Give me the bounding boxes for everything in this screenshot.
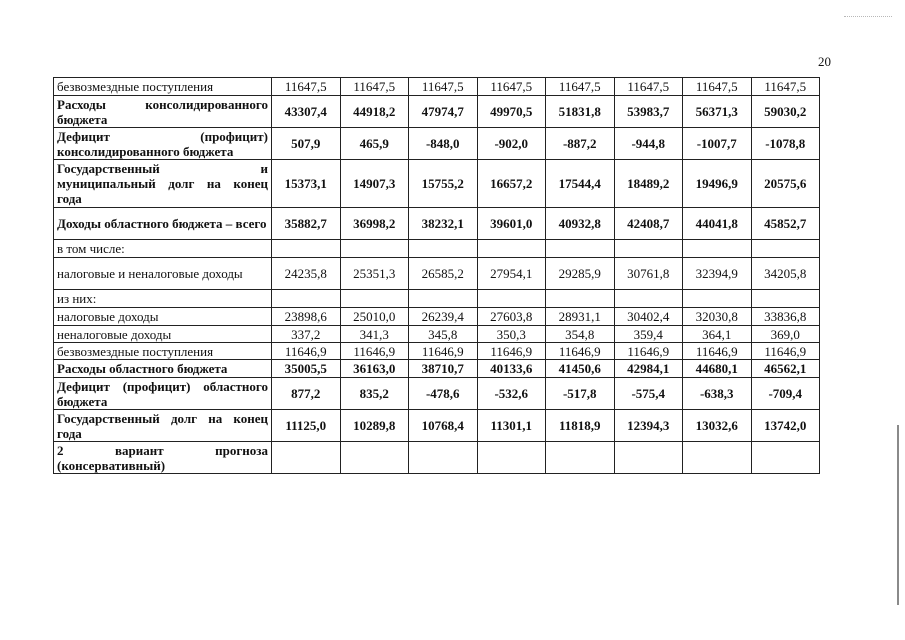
table-cell: 11646,9 [272,343,341,360]
table-cell: 44041,8 [683,208,752,240]
table-cell: 34205,8 [751,258,820,290]
table-cell: 835,2 [340,378,409,410]
table-cell: 369,0 [751,326,820,343]
table-cell [614,442,683,474]
table-cell: 11646,9 [340,343,409,360]
table-cell: 40133,6 [477,360,546,378]
table-row [54,258,820,290]
table-cell: 33836,8 [751,308,820,326]
table-cell: 29285,9 [546,258,615,290]
row-label: налоговые и неналоговые доходы [54,258,272,290]
table-row [54,78,820,96]
table-row [54,378,820,410]
table-row [54,410,820,442]
table-cell: 16657,2 [477,160,546,208]
table-cell: 25351,3 [340,258,409,290]
table-cell: 15755,2 [409,160,478,208]
table-cell: 27603,8 [477,308,546,326]
table-cell [340,442,409,474]
table-cell [409,442,478,474]
table-cell: 10289,8 [340,410,409,442]
table-cell: 25010,0 [340,308,409,326]
table-cell: 51831,8 [546,96,615,128]
table-cell: 19496,9 [683,160,752,208]
table-cell: 11647,5 [546,78,615,96]
table-row [54,208,820,240]
table-cell: 14907,3 [340,160,409,208]
table-cell: 24235,8 [272,258,341,290]
scan-artifact [844,16,892,19]
table-cell [340,290,409,308]
table-cell [546,442,615,474]
table-cell [272,240,341,258]
table-cell: 11647,5 [272,78,341,96]
table-cell: 46562,1 [751,360,820,378]
table-cell: 38710,7 [409,360,478,378]
table-cell: 47974,7 [409,96,478,128]
row-label: Доходы областного бюджета – всего [54,208,272,240]
row-label: Расходы областного бюджета [54,360,272,378]
table-cell: 36163,0 [340,360,409,378]
table-row [54,96,820,128]
row-label: из них: [54,290,272,308]
table-cell: 49970,5 [477,96,546,128]
table-cell: 35005,5 [272,360,341,378]
table-cell: 364,1 [683,326,752,343]
table-cell: 39601,0 [477,208,546,240]
table-cell: 32030,8 [683,308,752,326]
table-row [54,240,820,258]
table-row [54,128,820,160]
table-cell: 11646,9 [751,343,820,360]
row-label: безвозмездные поступления [54,78,272,96]
table-cell [409,290,478,308]
table-cell: 11646,9 [409,343,478,360]
table-cell: 18489,2 [614,160,683,208]
table-row [54,442,820,474]
budget-forecast-table [53,77,820,474]
table-cell: -944,8 [614,128,683,160]
table-cell: 53983,7 [614,96,683,128]
table-cell [614,290,683,308]
table-cell: 44680,1 [683,360,752,378]
page-number: 20 [818,54,831,69]
table-cell [272,290,341,308]
table-cell: 877,2 [272,378,341,410]
table-cell: 11647,5 [614,78,683,96]
row-label: безвозмездные поступления [54,343,272,360]
table-cell [477,290,546,308]
table-cell: 15373,1 [272,160,341,208]
table-cell: -1078,8 [751,128,820,160]
table-cell: 38232,1 [409,208,478,240]
row-label: налоговые доходы [54,308,272,326]
table-cell: 35882,7 [272,208,341,240]
table-cell: 11647,5 [683,78,752,96]
table-cell [683,290,752,308]
table-cell [614,240,683,258]
table-cell: 11301,1 [477,410,546,442]
table-cell: 56371,3 [683,96,752,128]
row-label: Расходы консолидированного бюджета [54,96,272,128]
table-cell [751,240,820,258]
table-cell: 45852,7 [751,208,820,240]
row-label: Государственный и муниципальный долг на конец года [54,160,272,208]
table-cell: 59030,2 [751,96,820,128]
table-cell: 350,3 [477,326,546,343]
table-cell: 30402,4 [614,308,683,326]
row-label: неналоговые доходы [54,326,272,343]
table-cell: 17544,4 [546,160,615,208]
table-cell [409,240,478,258]
table-cell: 11646,9 [546,343,615,360]
table-cell: 11646,9 [683,343,752,360]
table-cell: 465,9 [340,128,409,160]
table-cell: 11646,9 [614,343,683,360]
table-cell [272,442,341,474]
table-cell: 507,9 [272,128,341,160]
table-cell: 11647,5 [409,78,478,96]
table-cell: -709,4 [751,378,820,410]
table-cell: -478,6 [409,378,478,410]
table-cell: 11647,5 [751,78,820,96]
table-row [54,308,820,326]
table-cell: -1007,7 [683,128,752,160]
table-cell: 30761,8 [614,258,683,290]
table-cell: 354,8 [546,326,615,343]
table-cell: -902,0 [477,128,546,160]
table-cell [546,240,615,258]
table-row [54,290,820,308]
table-row [54,360,820,378]
table-cell: 27954,1 [477,258,546,290]
table-cell: 36998,2 [340,208,409,240]
table-cell: -887,2 [546,128,615,160]
table-cell: 26585,2 [409,258,478,290]
table-cell: 44918,2 [340,96,409,128]
table-cell [751,290,820,308]
row-label: Государственный долг на конец года [54,410,272,442]
row-label: Дефицит (профицит) областного бюджета [54,378,272,410]
table-cell: 13032,6 [683,410,752,442]
table-cell: 11125,0 [272,410,341,442]
table-cell: -848,0 [409,128,478,160]
table-cell [751,442,820,474]
table-row [54,343,820,360]
table-cell: -575,4 [614,378,683,410]
table-cell: 341,3 [340,326,409,343]
table-cell: 11647,5 [477,78,546,96]
table-cell: 11818,9 [546,410,615,442]
table-cell [477,442,546,474]
table-cell [683,442,752,474]
table-cell: 40932,8 [546,208,615,240]
table-cell: 42984,1 [614,360,683,378]
table-cell: 13742,0 [751,410,820,442]
scan-edge-line [897,425,899,605]
table-cell: 32394,9 [683,258,752,290]
table-cell: 43307,4 [272,96,341,128]
table-cell: 26239,4 [409,308,478,326]
table-cell: -638,3 [683,378,752,410]
table-cell: 11646,9 [477,343,546,360]
table-cell [546,290,615,308]
table-cell: -532,6 [477,378,546,410]
table-cell: 20575,6 [751,160,820,208]
table-cell: 337,2 [272,326,341,343]
table-cell: 12394,3 [614,410,683,442]
table-cell [683,240,752,258]
table-row [54,160,820,208]
table-cell: 359,4 [614,326,683,343]
row-label: Дефицит (профицит) консолидированного бюджета [54,128,272,160]
table-cell: 42408,7 [614,208,683,240]
table-cell [477,240,546,258]
row-label: 2 вариант прогноза (консервативный) [54,442,272,474]
table-cell: 28931,1 [546,308,615,326]
row-label: в том числе: [54,240,272,258]
table-cell: 10768,4 [409,410,478,442]
table-cell: -517,8 [546,378,615,410]
table-row [54,326,820,343]
table-cell [340,240,409,258]
table-cell: 41450,6 [546,360,615,378]
table-cell: 345,8 [409,326,478,343]
table-cell: 11647,5 [340,78,409,96]
table-cell: 23898,6 [272,308,341,326]
